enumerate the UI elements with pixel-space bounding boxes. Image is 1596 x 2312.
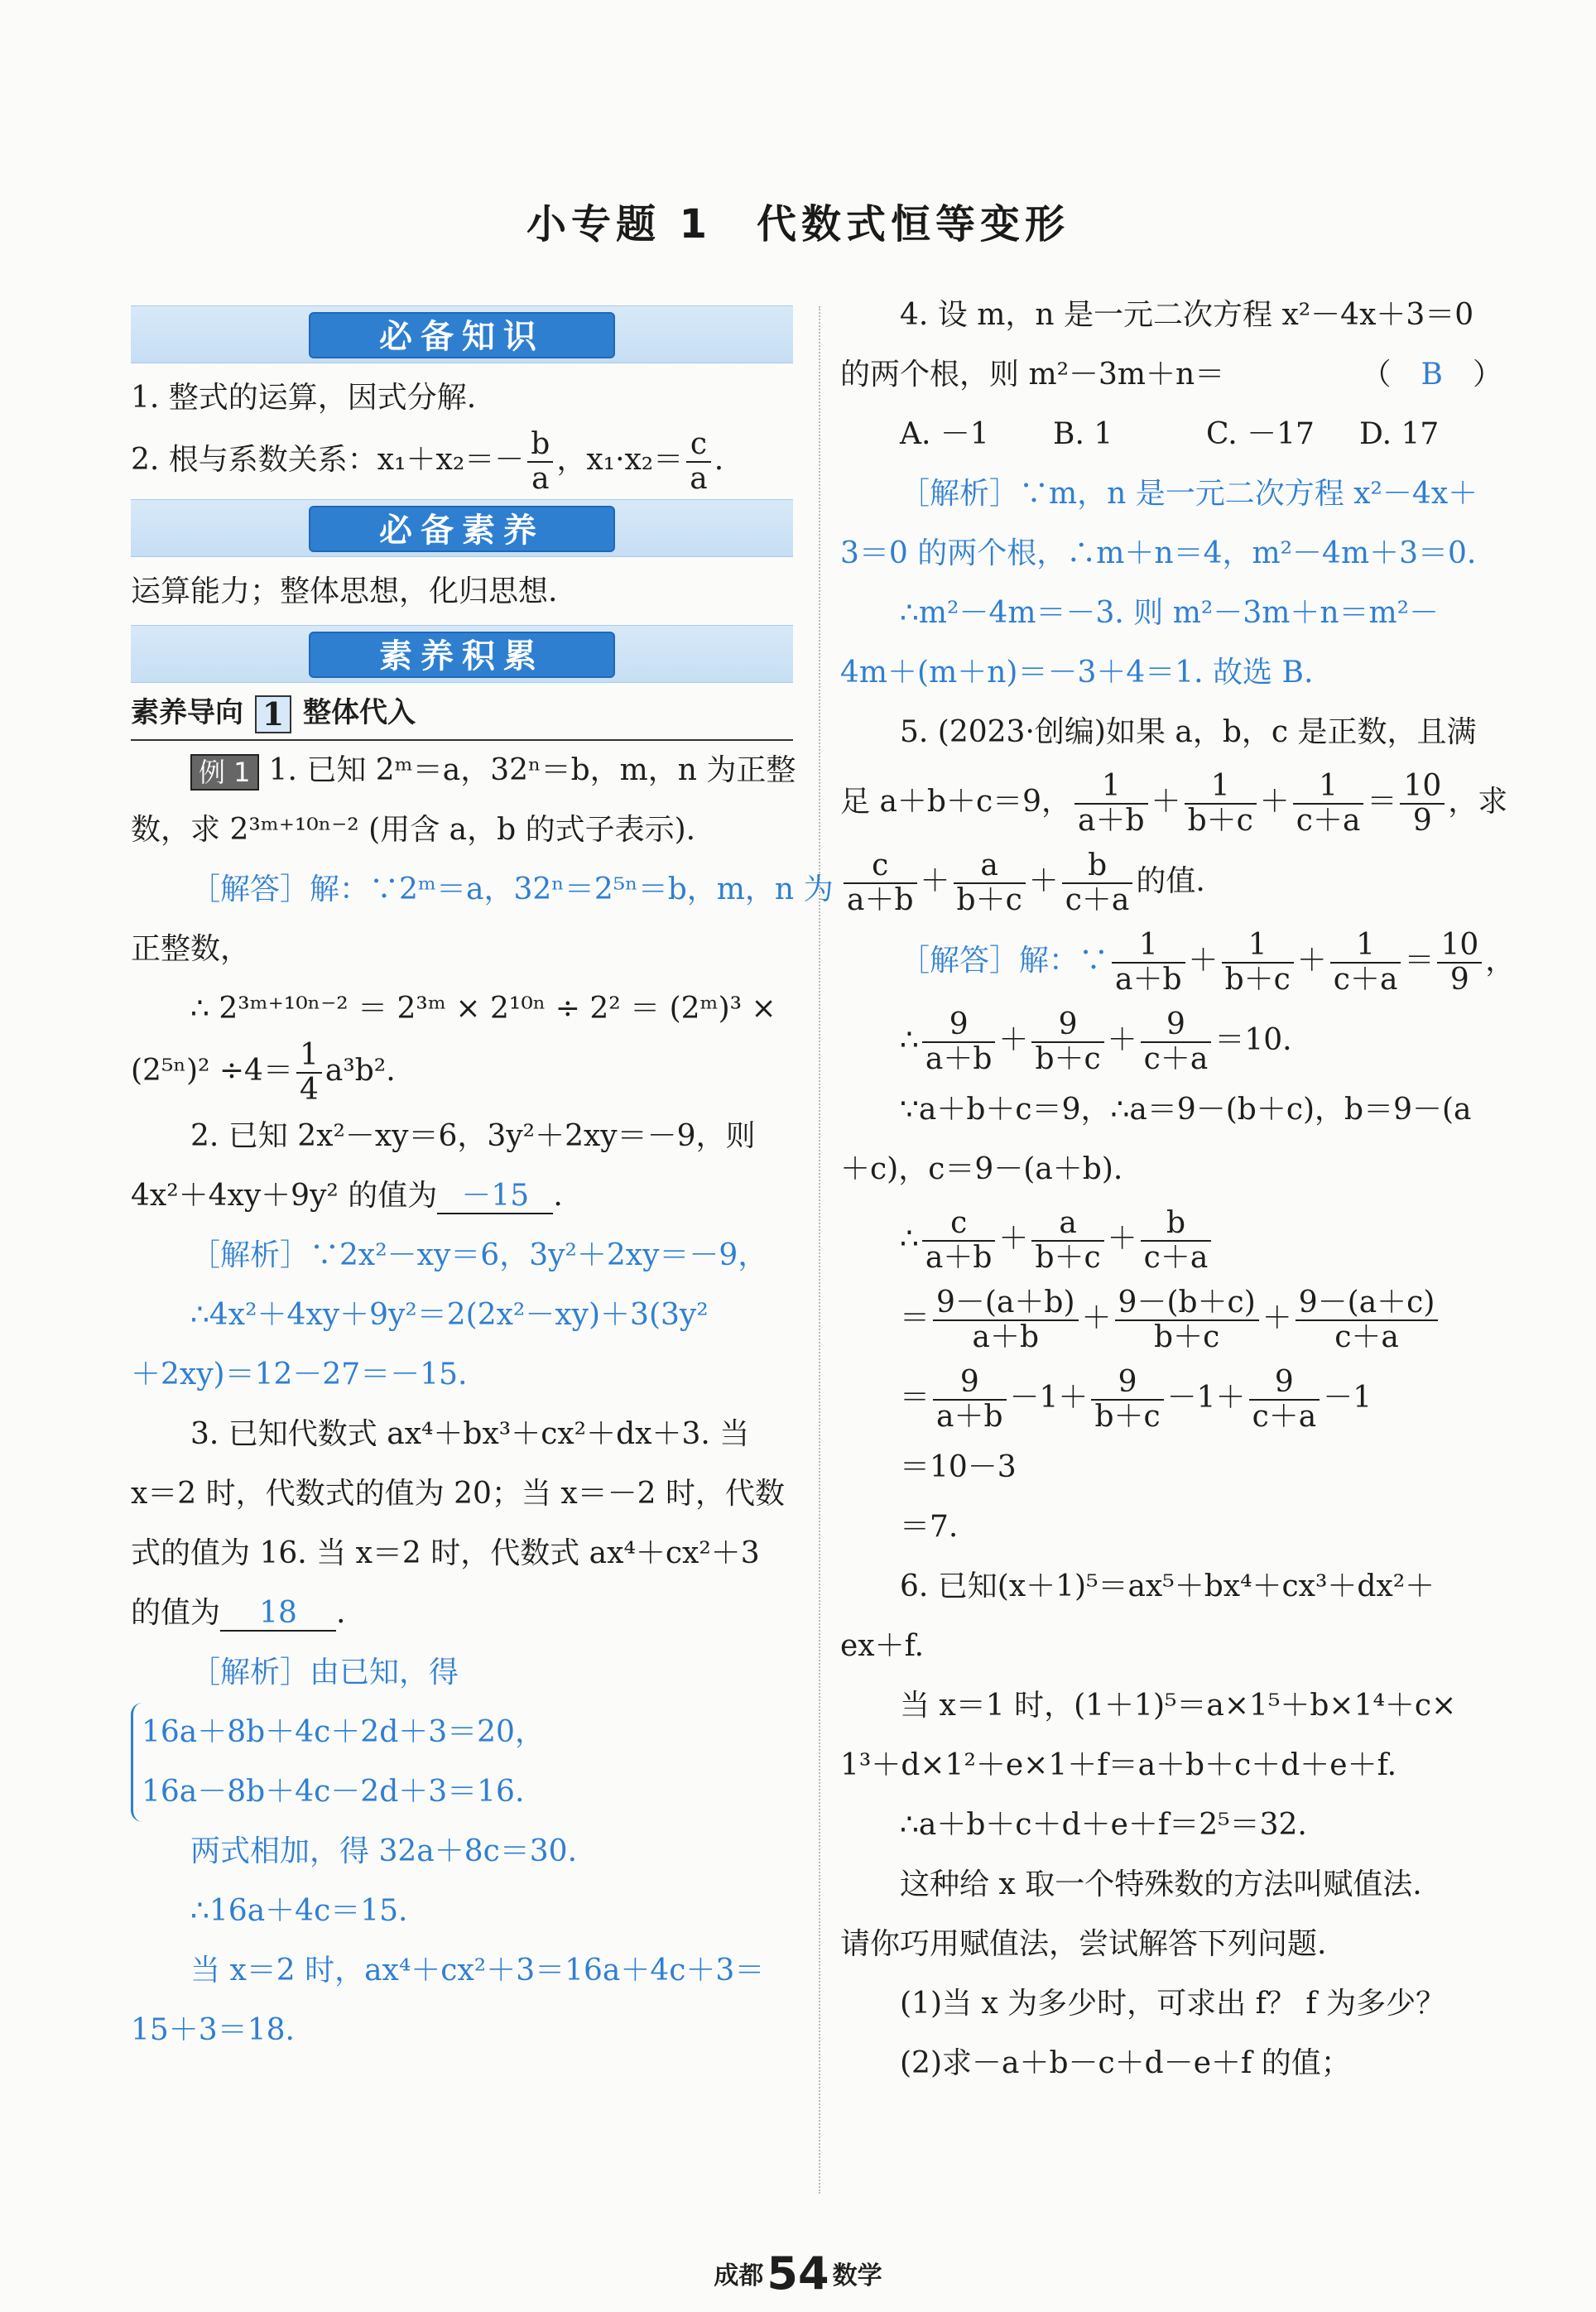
fraction-denominator: a＋b xyxy=(925,1042,993,1076)
question-6-line3: 当 x＝1 时，(1＋1)⁵＝a×1⁵＋b×1⁴＋c× xyxy=(900,1689,1457,1723)
answer-1-line4 xyxy=(131,1039,793,1107)
analysis-3-line2: 两式相加，得 32a＋8c＝30. xyxy=(190,1834,578,1868)
analysis-3-line3: ∴16a＋4c＝15. xyxy=(190,1894,408,1928)
fraction-numerator: c xyxy=(922,1207,996,1242)
choice-a: A. －1 xyxy=(900,417,989,451)
fraction xyxy=(922,1008,996,1076)
fraction-denominator: c＋a xyxy=(1143,1042,1209,1076)
fraction-denominator: b＋c xyxy=(1094,1400,1161,1434)
fraction xyxy=(686,428,710,496)
fraction-numerator: 10 xyxy=(1437,929,1482,964)
answer-5-line2: ∴ $\frac{9}{a+b}$ ＋ $\frac{9}{b+c}$ ＋ $\frac{9}{c+a}$ ＝10. xyxy=(900,1007,1292,1076)
text: 的两个根，则 m²－3m＋n＝ xyxy=(840,358,1225,392)
fraction-denominator: 9 xyxy=(1449,963,1469,997)
text: ， xyxy=(1485,944,1516,978)
answer-5-line6: ＝ $\frac{9-(a+b)}{a+b}$ ＋ $\frac{9-(b+c)}{b+c}$ ＋ $\frac{9-(a+c)}{c+a}$ xyxy=(840,1279,1502,1358)
answer-5-line7: ＝ $\frac{9}{a+b}$ －1＋ $\frac{9}{b+c}$ －1＋ $\frac{9}{c+a}$ －1 xyxy=(900,1365,1372,1434)
fraction-numerator: 9 xyxy=(922,1008,996,1043)
system-brace xyxy=(131,1703,545,1822)
fraction xyxy=(1400,770,1445,838)
question-3-line3: 式的值为 16. 当 x＝2 时，代数式 ax⁴＋cx²＋3 xyxy=(131,1536,760,1570)
fraction xyxy=(922,1207,996,1275)
footer-city: 成都 xyxy=(714,2262,764,2290)
text: 4x²＋4xy＋9y² 的值为 xyxy=(131,1179,438,1213)
fraction-denominator: b＋c xyxy=(1035,1241,1101,1275)
fraction-denominator: a xyxy=(690,462,708,496)
answer-5-line1: ［解答］解：∵ $\frac{1}{a+b}$ ＋ $\frac{1}{b+c}$ ＋ $\frac{1}{c+a}$ ＝ $\frac{10}{9}$ ， xyxy=(900,928,1516,997)
text: 1. 已知 2ᵐ＝a，32ⁿ＝b，m，n 为正整 xyxy=(268,753,796,787)
question-6-line6: 这种给 x 取一个特殊数的方法叫赋值法. xyxy=(900,1867,1422,1901)
answer-1-line3: ∴ 2³ᵐ⁺¹⁰ⁿ⁻² ＝ 2³ᵐ × 2¹⁰ⁿ ÷ 2² ＝ (2ᵐ)³ × xyxy=(190,992,776,1026)
answer-paren: （ B ） xyxy=(1361,358,1502,392)
fraction-denominator: c＋a xyxy=(1252,1400,1317,1434)
answer-blank: 18 xyxy=(220,1597,336,1632)
analysis-4-line3: ∴m²－4m＝－3. 则 m²－3m＋n＝m²－ xyxy=(900,596,1440,630)
question-5-line1: 5. (2023·创编)如果 a，b，c 是正数，且满 xyxy=(900,715,1477,749)
banner-accumulate-label: 素养积累 xyxy=(309,632,615,678)
banner-accumulate xyxy=(131,625,793,683)
fraction-numerator: 9－(b＋c) xyxy=(1115,1286,1259,1321)
page-title: 小专题 1 代数式恒等变形 xyxy=(526,201,1070,248)
question-6-line8: (1)当 x 为多少时，可求出 f？ f 为多少？ xyxy=(900,1987,1446,2021)
literacy-text: 运算能力；整体思想，化归思想. xyxy=(131,574,558,608)
fraction xyxy=(1074,770,1148,838)
question-5-line2: 足 a＋b＋c＝9， $\frac{1}{a+b}$ ＋ $\frac{1}{b+c}$ ＋ $\frac{1}{c+a}$ ＝ $\frac{10}{9}$ ，求 xyxy=(840,769,1508,838)
fraction-denominator: b＋c xyxy=(1224,963,1291,997)
fraction xyxy=(1330,929,1401,997)
fraction xyxy=(1293,770,1364,838)
footer-subject: 数学 xyxy=(832,2262,882,2290)
text: ，求 xyxy=(1448,785,1508,819)
fraction xyxy=(1185,770,1257,838)
answer-1-line2: 正整数， xyxy=(131,932,251,966)
fraction-denominator: a＋b xyxy=(1115,963,1182,997)
question-5-line3: $\frac{c}{a+b}$ ＋ $\frac{a}{b+c}$ ＋ $\frac{b}{c+a}$ 的值. xyxy=(840,842,1502,921)
fraction-denominator: a＋b xyxy=(972,1320,1040,1354)
fraction-denominator: c＋a xyxy=(1333,963,1398,997)
fraction-denominator: b＋c xyxy=(1154,1320,1220,1354)
page-number: 54 xyxy=(767,2247,829,2300)
fraction-numerator: 9 xyxy=(933,1366,1007,1401)
column-divider xyxy=(819,306,820,2194)
question-6-line5: ∴a＋b＋c＋d＋e＋f＝2⁵＝32. xyxy=(900,1808,1307,1842)
analysis-2-line3: ＋2xy)＝12－27＝－15. xyxy=(131,1358,468,1392)
fraction-denominator: c＋a xyxy=(1334,1320,1399,1354)
fraction-denominator: a＋b xyxy=(936,1400,1003,1434)
question-3-line1: 3. 已知代数式 ax⁴＋bx³＋cx²＋dx＋3. 当 xyxy=(190,1417,750,1451)
example-q1-line2: 数，求 2³ᵐ⁺¹⁰ⁿ⁻² (用含 a，b 的式子表示). xyxy=(131,813,696,847)
fraction xyxy=(933,1286,1079,1354)
fraction xyxy=(527,428,553,496)
fraction xyxy=(954,849,1026,917)
fraction xyxy=(1222,929,1294,997)
fraction-denominator: a＋b xyxy=(1078,804,1145,838)
question-4-choices xyxy=(840,405,1502,464)
fraction-numerator: 9 xyxy=(1249,1366,1320,1401)
analysis-4-line4: 4m＋(m＋n)＝－3＋4＝1. 故选 B. xyxy=(840,656,1314,690)
fraction-numerator: b xyxy=(527,428,553,463)
fraction-numerator: 1 xyxy=(1185,770,1257,805)
fraction xyxy=(1296,1286,1439,1354)
guide-topic: 整体代入 xyxy=(303,696,416,729)
fraction xyxy=(933,1366,1007,1434)
question-2-line2 xyxy=(131,1166,793,1226)
analysis-3-line5: 15＋3＝18. xyxy=(131,2013,295,2047)
knowledge-item-2 xyxy=(131,428,793,496)
question-6-line9: (2)求－a＋b－c＋d－e＋f 的值； xyxy=(900,2046,1351,2080)
fraction-numerator: a xyxy=(1031,1207,1103,1242)
question-6-line2: ex＋f. xyxy=(840,1629,925,1663)
equation-system xyxy=(131,1703,793,1822)
answer-blank: －15 xyxy=(437,1180,553,1214)
banner-literacy-label: 必备素养 xyxy=(309,506,615,552)
page-footer xyxy=(0,2247,1596,2300)
fraction-numerator: 1 xyxy=(296,1039,322,1074)
fraction-numerator: 9－(a＋b) xyxy=(933,1286,1079,1321)
fraction-numerator: 1 xyxy=(1293,770,1364,805)
banner-literacy xyxy=(131,499,793,557)
answer-1-line1 xyxy=(131,860,834,920)
text: . xyxy=(336,1596,346,1630)
fraction xyxy=(1091,1366,1163,1434)
fraction-numerator: c xyxy=(686,428,710,463)
text: ∵2x²－xy＝6，3y²＋2xy＝－9， xyxy=(310,1238,768,1272)
answer-tag: ［解答］ xyxy=(190,872,310,906)
fraction-numerator: 9 xyxy=(1031,1008,1103,1043)
text: ，x₁·x₂＝ xyxy=(556,443,684,477)
fraction-denominator: 9 xyxy=(1412,804,1432,838)
fraction-numerator: c xyxy=(844,849,917,884)
fraction-numerator: b xyxy=(1141,1207,1212,1242)
fraction-denominator: b＋c xyxy=(1187,804,1253,838)
fraction xyxy=(1141,1008,1212,1076)
fraction-numerator: 9 xyxy=(1091,1366,1163,1401)
fraction-denominator: b＋c xyxy=(956,883,1022,917)
answer-5-line3: ∵a＋b＋c＝9，∴a＝9－(b＋c)，b＝9－(a xyxy=(900,1093,1472,1127)
fraction-numerator: 9 xyxy=(1141,1008,1212,1043)
fraction xyxy=(1031,1207,1103,1275)
analysis-3-line4: 当 x＝2 时，ax⁴＋cx²＋3＝16a＋4c＋3＝ xyxy=(190,1954,765,1988)
answer-tag: ［解答］ xyxy=(900,944,1020,978)
left-column xyxy=(131,302,834,2060)
question-6-line7: 请你巧用赋值法，尝试解答下列问题. xyxy=(840,1927,1327,1961)
fraction-denominator: c＋a xyxy=(1143,1241,1209,1275)
banner-knowledge-label: 必备知识 xyxy=(309,312,615,358)
text: 2. 根与系数关系： xyxy=(131,443,377,477)
text: 的值为 xyxy=(131,1596,221,1630)
fraction-numerator: 10 xyxy=(1400,770,1445,805)
system-eq-2: 16a－8b＋4c－2d＋3＝16. xyxy=(142,1775,525,1809)
question-6-line4: 1³＋d×1²＋e×1＋f＝a＋b＋c＋d＋e＋f. xyxy=(840,1748,1397,1782)
answer-choice: B xyxy=(1421,358,1443,392)
example-q1-line1 xyxy=(131,741,796,800)
fraction xyxy=(844,849,917,917)
fraction xyxy=(1115,1286,1259,1354)
analysis-2-line1 xyxy=(131,1226,793,1286)
question-4-line1: 4. 设 m，n 是一元二次方程 x²－4x＋3＝0 xyxy=(900,298,1474,332)
analysis-tag: ［解析］ xyxy=(190,1656,310,1690)
text: . xyxy=(553,1179,563,1213)
fraction xyxy=(1141,1207,1212,1275)
fraction xyxy=(1437,929,1482,997)
fraction-numerator: 9－(a＋c) xyxy=(1296,1286,1439,1321)
fraction-numerator: a xyxy=(954,849,1026,884)
guide-label: 素养导向 xyxy=(131,696,243,729)
fraction xyxy=(1062,849,1133,917)
fraction-numerator: 1 xyxy=(1112,929,1185,964)
guide-number: 1 xyxy=(255,695,291,733)
text: x₁＋x₂＝－ xyxy=(377,443,525,477)
fraction-denominator: a＋b xyxy=(847,883,914,917)
analysis-tag: ［解析］ xyxy=(190,1238,310,1272)
fraction-denominator: b＋c xyxy=(1035,1042,1101,1076)
text: 解：∵2ᵐ＝a，32ⁿ＝2⁵ⁿ＝b，m，n 为 xyxy=(310,872,834,906)
analysis-4-line1 xyxy=(840,464,1502,524)
system-eq-1: 16a＋8b＋4c＋2d＋3＝20， xyxy=(142,1715,545,1749)
fraction-numerator: 1 xyxy=(1074,770,1148,805)
text: ＝10. xyxy=(1214,1023,1292,1057)
fraction-denominator: a xyxy=(531,462,550,496)
fraction-numerator: b xyxy=(1062,849,1133,884)
text: 由已知，得 xyxy=(310,1656,459,1690)
knowledge-item-1: 1. 整式的运算，因式分解. xyxy=(131,381,477,415)
example-tag: 例 1 xyxy=(190,754,259,791)
question-6-line1: 6. 已知(x＋1)⁵＝ax⁵＋bx⁴＋cx³＋dx²＋ xyxy=(900,1569,1435,1603)
question-2-line1: 2. 已知 2x²－xy＝6，3y²＋2xy＝－9，则 xyxy=(190,1119,756,1153)
fraction-denominator: c＋a xyxy=(1296,804,1361,838)
text: a³b². xyxy=(324,1054,396,1088)
text: . xyxy=(714,443,724,477)
text: 足 a＋b＋c＝9， xyxy=(840,785,1072,819)
fraction xyxy=(1249,1366,1320,1434)
choice-b: B. 1 xyxy=(1053,417,1113,451)
fraction xyxy=(1031,1008,1103,1076)
fraction-denominator: c＋a xyxy=(1065,883,1130,917)
banner-knowledge xyxy=(131,305,793,363)
answer-5-line8: ＝10－3 xyxy=(900,1450,1017,1484)
fraction-denominator: 4 xyxy=(299,1073,319,1107)
analysis-3-line1 xyxy=(131,1643,793,1703)
fraction xyxy=(296,1039,322,1107)
text: ∵m，n 是一元二次方程 x²－4x＋ xyxy=(1019,477,1478,511)
fraction xyxy=(1112,929,1185,997)
analysis-tag: ［解析］ xyxy=(900,477,1020,511)
analysis-2-line2: ∴4x²＋4xy＋9y²＝2(2x²－xy)＋3(3y² xyxy=(190,1298,709,1332)
analysis-4-line2: 3＝0 的两个根，∴m＋n＝4，m²－4m＋3＝0. xyxy=(840,536,1477,570)
answer-5-line9: ＝7. xyxy=(900,1510,959,1544)
text: (2⁵ⁿ)² ÷4＝ xyxy=(131,1054,293,1088)
fraction-numerator: 1 xyxy=(1222,929,1294,964)
right-column xyxy=(840,286,1516,2093)
answer-5-line4: ＋c)，c＝9－(a＋b). xyxy=(840,1152,1123,1186)
fraction-denominator: a＋b xyxy=(925,1241,993,1275)
question-3-line2: x＝2 时，代数式的值为 20；当 x＝－2 时，代数 xyxy=(131,1477,785,1511)
choice-d: D. 17 xyxy=(1359,417,1440,451)
text: 解：∵ xyxy=(1019,944,1109,978)
text: 的值. xyxy=(1136,864,1205,898)
question-4-line2 xyxy=(840,345,1502,405)
question-3-line4 xyxy=(131,1584,793,1643)
fraction-numerator: 1 xyxy=(1330,929,1401,964)
guide-heading xyxy=(131,688,793,741)
answer-5-line5: ∴ $\frac{c}{a+b}$ ＋ $\frac{a}{b+c}$ ＋ $\frac{b}{c+a}$ xyxy=(840,1199,1502,1279)
choice-c: C. －17 xyxy=(1206,417,1315,451)
